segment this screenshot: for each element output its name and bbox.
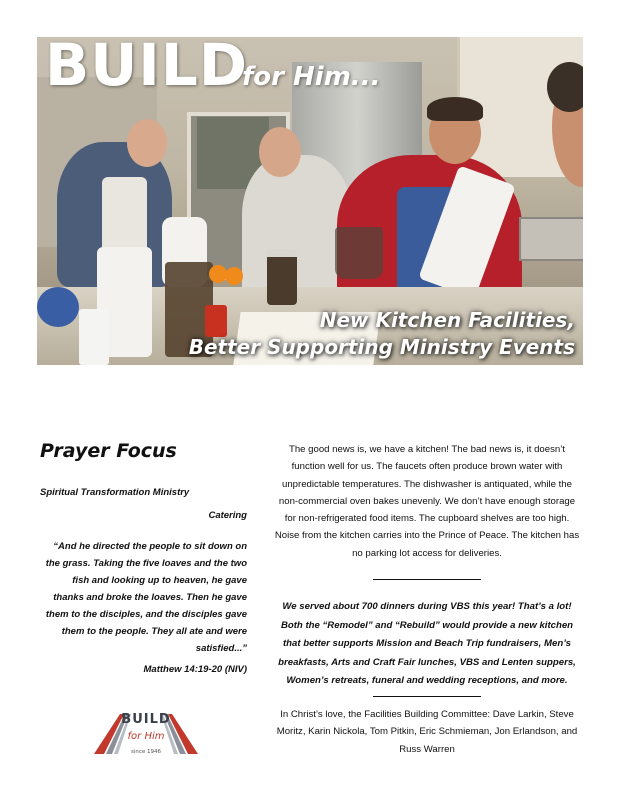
photo-person-3-hair (427, 97, 483, 121)
divider-rule (373, 696, 481, 697)
logo-word-build: BUILD (121, 712, 171, 727)
photo-person-1-head (127, 119, 167, 167)
photo-person-2-head (259, 127, 301, 177)
ministry-name: Spiritual Transformation Ministry (40, 487, 190, 498)
kitchen-problems-paragraph: The good news is, we have a kitchen! The bad news is, it doesn’t function well for us. The faucets often produce brown water with unpredictable temperatures. The dishwasher is antiquated, while the non-commercial oven bakes unevenly. We don’t have enough storage for non-refrigerated food items. The cupboard shelves are too high. Noise from the kitchen carries into the Prince of Peace. The kitchen has no parking lot access for deliveries. (274, 444, 580, 559)
photo-dish-rack (519, 217, 583, 261)
divider-rule (373, 579, 481, 580)
caption-line-2: Better Supporting Ministry Events (188, 335, 575, 359)
photo-coffee-pitcher (335, 227, 383, 279)
photo-orange (225, 267, 243, 285)
article-section (272, 441, 582, 755)
photo-person-1-apron (102, 177, 147, 257)
committee-signature: In Christ’s love, the Facilities Building Committee: Dave Larkin, Steve Moritz, Karin Nickola, Tom Pitkin, Eric Schmieman, Jon Erlandson, and Russ Warren (276, 709, 578, 755)
logo-word-for-him: for Him (127, 731, 165, 742)
prayer-focus-section (40, 440, 250, 675)
photo-caption (189, 307, 575, 361)
masthead-title: BUILD (45, 37, 248, 99)
photo-jar (267, 249, 297, 305)
logo-since: since 1946 (130, 749, 162, 755)
caption-line-1: New Kitchen Facilities, (319, 308, 575, 332)
build-for-him-logo (90, 704, 202, 760)
prayer-focus-heading: Prayer Focus (40, 440, 177, 462)
focus-topic: Catering (208, 510, 247, 521)
scripture-verse: “And he directed the people to sit down on the grass. Taking the five loaves and the two fish and looking up to heaven, he gave thanks and broke the loaves. Then he gave them to the disciples, and the disciples gave them to the people. They all ate and were satisfied...” (45, 541, 247, 654)
hero-photo (37, 37, 583, 365)
photo-bread-maker-lid (167, 222, 207, 267)
vbs-paragraph: We served about 700 dinners during VBS this year! That’s a lot! Both the “Remodel” and “Rebuild” would provide a new kitchen that better supports Mission and Beach Trip fundraisers, Men’s breakfasts, Arts and Craft Fair lunches, VBS and Lenten suppers, Women’s retreats, funeral and wedding receptions, and more. (278, 601, 576, 687)
photo-cup-stack (79, 309, 109, 365)
photo-plate (37, 287, 79, 327)
masthead-subtitle: for Him... (242, 62, 381, 92)
scripture-reference: Matthew 14:19-20 (NIV) (143, 664, 247, 675)
